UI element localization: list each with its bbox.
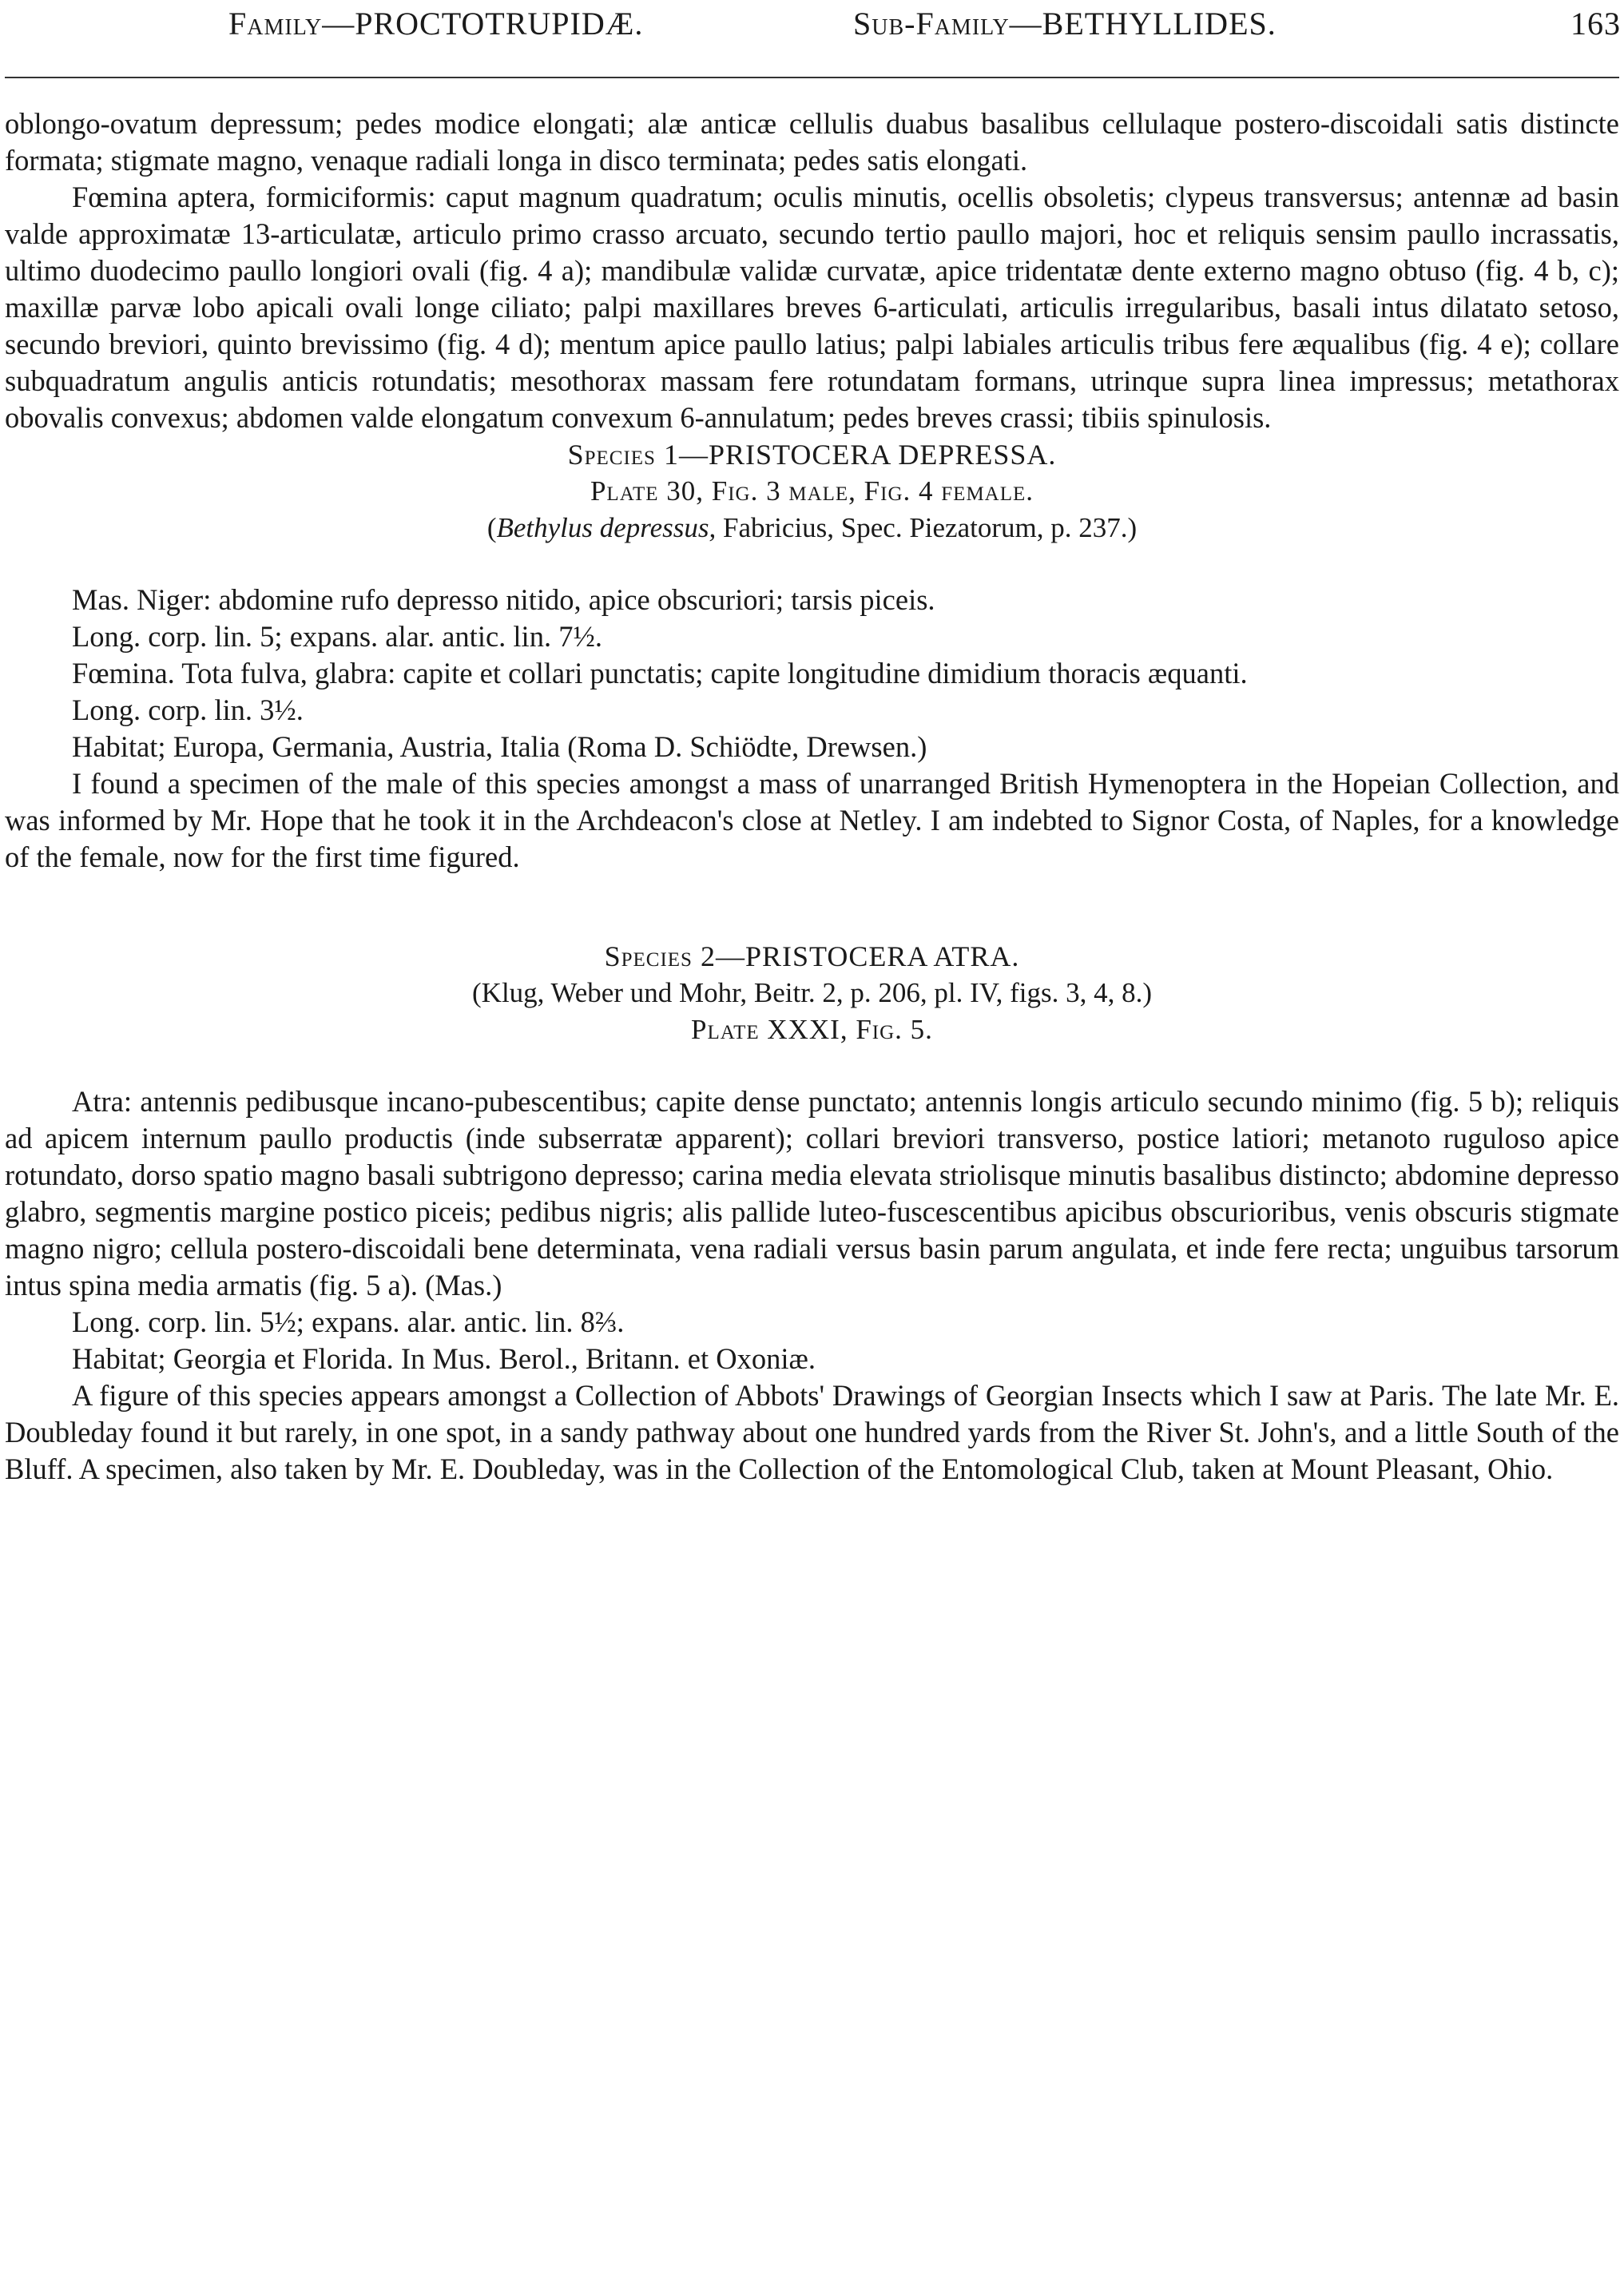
species2-note: A figure of this species appears amongst a Collection of Abbots' Drawings of Georgian Insects which I saw at Paris. The late Mr. E. Doubleday found it but rarely, in one spot, in a sandy pathway about one hundred yards from the River St. John's, and a little South of the Bluff. A specimen, also taken by Mr. E. Doubleday, was in the Collection of the Entomological Club, taken at Mount Pleasant, Ohio. — [5, 1379, 1619, 1485]
species1-heading: Species 1—PRISTOCERA DEPRESSA. — [567, 439, 1057, 471]
genus-description-continued: oblongo-ovatum depressum; pedes modice elongati; alæ anticæ cellulis duabus basalibus cellulaque postero-discoidali satis distincte formata; stigmate magno, venaque radiali longa in disco terminata; pedes satis elongati. — [5, 107, 1619, 177]
species1-foemina-long: Long. corp. lin. 3½. — [72, 693, 304, 726]
species1-mas-long: Long. corp. lin. 5; expans. alar. antic. lin. 7½. — [72, 620, 602, 653]
species2-heading: Species 2—PRISTOCERA ATRA. — [604, 940, 1020, 972]
genus-description-female: Fœmina aptera, formiciformis: caput magnum quadratum; oculis minutis, ocellis obsoletis; clypeus transversus; antennæ ad basin valde approximatæ 13-articulatæ, articulo primo crasso arcuato, secundo tertio paullo majori, hoc et reliquis sensim paullo incrassatis, ultimo duodecimo paullo longiori ovali (fig. 4 a); mandibulæ validæ curvatæ, apice tridentatæ dente externo magno obtuso (fig. 4 b, c); maxillæ parvæ lobo apicali ovali longe ciliato; palpi maxillares breves 6-articulati, articulis irregularibus, basali intus dilatato setoso, secundo breviori, quinto brevissimo (fig. 4 d); mentum apice paullo latius; palpi labiales articulis tribus fere æqualibus (fig. 4 e); collare subquadratum angulis anticis rotundatis; mesothorax massam fere rotundatam formans, utrinque supra linea impressus; metathorax obovalis convexus; abdomen valde elongatum convexum 6-annulatum; pedes breves crassi; tibiis spinulosis. — [5, 181, 1619, 434]
page-body — [5, 105, 1619, 1488]
header-family: Family—PROCTOTRUPIDÆ. — [228, 6, 644, 42]
species1-foemina: Fœmina. Tota fulva, glabra: capite et collari punctatis; capite longitudine dimidium thoracis æquanti. — [72, 657, 1248, 689]
species1-habitat: Habitat; Europa, Germania, Austria, Italia (Roma D. Schiödte, Drewsen.) — [72, 730, 927, 763]
species1-reference-rest: Fabricius, Spec. Piezatorum, p. 237. — [723, 512, 1128, 543]
species2-description: Atra: antennis pedibusque incano-pubescentibus; capite dense punctato; antennis longis articulo secundo minimo (fig. 5 b); reliquis ad apicem internum paullo productis (inde subserratæ apparent); collari breviori transverso, postice latiori; metanoto ruguloso apice rotundato, dorso spatio magno basali subtrigono depresso; carina media elevata striolisque minutis basalibus distincto; abdomine depresso glabro, segmentis margine postico piceis; pedibus nigris; alis pallide luteo-fuscescentibus apicibus obscurioribus, venis obscuris stigmate magno nigro; cellula postero-discoidali bene determinata, vena radiali versus basin parum angulata, et inde fere recta; unguibus tarsorum intus spina media armatis (fig. 5 a). (Mas.) — [5, 1085, 1619, 1301]
species2-reference: (Klug, Weber und Mohr, Beitr. 2, p. 206, pl. IV, figs. 3, 4, 8.) — [472, 977, 1152, 1008]
header-rule — [5, 77, 1619, 78]
species1-note: I found a specimen of the male of this species amongst a mass of unarranged British Hymenoptera in the Hopeian Collection, and was informed by Mr. Hope that he took it in the Archdeacon's close at Netley. I am indebted to Signor Costa, of Naples, for a knowledge of the female, now for the first time figured. — [5, 767, 1619, 873]
species2-habitat: Habitat; Georgia et Florida. In Mus. Berol., Britann. et Oxoniæ. — [72, 1342, 816, 1375]
header-subfamily: Sub-Family—BETHYLLIDES. — [853, 6, 1277, 42]
species2-plate: Plate XXXI, Fig. 5. — [691, 1014, 933, 1045]
species1-reference-italic: Bethylus depressus, — [496, 512, 717, 543]
species1-plate: Plate 30, Fig. 3 male, Fig. 4 female. — [590, 475, 1034, 507]
species2-long: Long. corp. lin. 5½; expans. alar. antic. lin. 8⅔. — [72, 1305, 625, 1338]
species1-reference: (Bethylus depressus, Fabricius, Spec. Piezatorum, p. 237.) — [486, 512, 1138, 543]
species1-mas: Mas. Niger: abdomine rufo depresso nitido, apice obscuriori; tarsis piceis. — [72, 583, 935, 616]
page-number: 163 — [1570, 6, 1621, 42]
running-header — [0, 0, 1624, 58]
